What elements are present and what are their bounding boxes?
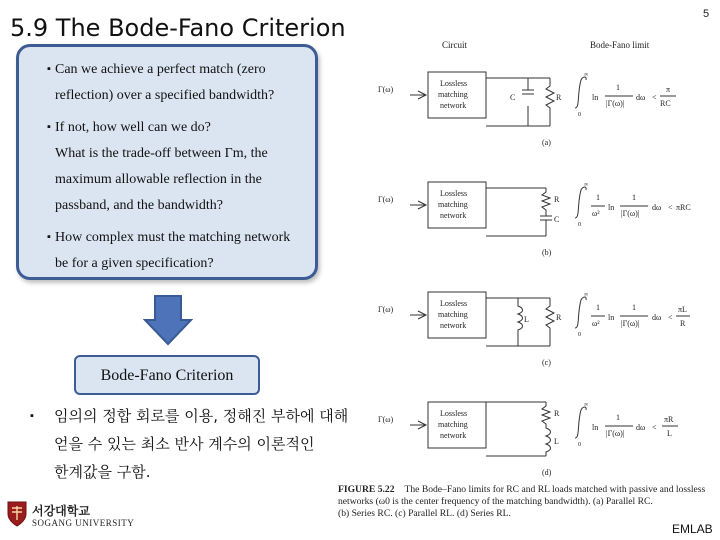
panel-a-upper: ∞ xyxy=(584,72,589,78)
svg-text:<: < xyxy=(652,93,657,102)
korean-note-line-2: 얻을 수 있는 최소 반사 계수의 이론적인 xyxy=(54,435,315,453)
bullet-icon: ▪ xyxy=(30,410,34,422)
panel-b-network-line-2: matching xyxy=(438,200,468,209)
panel-a-den: |Γ(ω)| xyxy=(606,99,625,108)
caption-line-3: (b) Series RC. (c) Parallel RL. (d) Series RL. xyxy=(338,508,511,519)
panel-d-label: (d) xyxy=(542,468,552,477)
panel-b-ln: ln xyxy=(608,203,615,212)
questions-box xyxy=(16,44,318,280)
question-1-line-2: reflection) over a specified bandwidth? xyxy=(55,88,275,103)
panel-a-r: R xyxy=(556,93,562,102)
lab-footer: EMLAB xyxy=(672,522,713,536)
panel-b xyxy=(378,182,691,257)
panel-a-dw: dω xyxy=(636,93,646,102)
panel-c-one: 1 xyxy=(596,303,600,312)
panel-b-lower: 0 xyxy=(578,222,581,228)
figure-caption xyxy=(338,484,714,520)
panel-d-one: 1 xyxy=(616,413,620,422)
panel-b-den: |Γ(ω)| xyxy=(621,209,640,218)
panel-d-ln: ln xyxy=(592,423,599,432)
panel-b-one: 1 xyxy=(596,193,600,202)
panel-a-ln: ln xyxy=(592,93,599,102)
panel-c-network-line-1: Lossless xyxy=(440,299,468,308)
question-2-line-2: What is the trade-off between Γm, the xyxy=(55,146,268,161)
panel-d-l: L xyxy=(554,437,559,446)
panel-c-dw: dω xyxy=(652,313,662,322)
korean-note-line-3: 한계값을 구함. xyxy=(54,463,151,481)
question-1-line-1: Can we achieve a perfect match (zero xyxy=(55,62,266,77)
question-2-line-4: passband, and the bandwidth? xyxy=(55,198,223,213)
university-name-english: SOGANG UNIVERSITY xyxy=(32,518,135,528)
panel-c-one-b: 1 xyxy=(632,303,636,312)
slide-title: 5.9 The Bode-Fano Criterion xyxy=(10,14,346,42)
panel-b-r: R xyxy=(554,195,560,204)
panel-d-dw: dω xyxy=(636,423,646,432)
panel-c-w2: ω² xyxy=(592,319,600,328)
panel-b-w2: ω² xyxy=(592,209,600,218)
panel-c-ln: ln xyxy=(608,313,615,322)
panel-c-r: R xyxy=(556,313,562,322)
university-emblem-icon xyxy=(6,500,28,528)
university-name-korean: 서강대학교 xyxy=(32,504,90,518)
panel-d-network-line-2: matching xyxy=(438,420,468,429)
korean-note-line-1: 임의의 정합 회로를 이용, 정해진 부하에 대해 xyxy=(54,407,349,425)
bullet-icon: ▪ xyxy=(47,63,51,75)
panel-a-lower: 0 xyxy=(578,112,581,118)
panel-b-dw: dω xyxy=(652,203,662,212)
svg-text:<: < xyxy=(652,423,657,432)
caption-head: FIGURE 5.22 xyxy=(338,484,395,495)
panel-a-gamma: Γ(ω) xyxy=(378,85,394,94)
panel-c-rhs: πL xyxy=(678,305,687,314)
caption-line-1: The Bode–Fano limits for RC and RL loads matched with passive and lossless xyxy=(404,484,706,495)
panel-c-rhs-den: R xyxy=(680,319,686,328)
panel-d-r: R xyxy=(554,409,560,418)
panel-d-den: |Γ(ω)| xyxy=(606,429,625,438)
panel-a-c: C xyxy=(510,93,516,102)
page-number: 5 xyxy=(703,8,710,20)
caption-line-2: networks (ω0 is the center frequency of the matching bandwidth). (a) Parallel RC. xyxy=(338,496,653,507)
panel-d-lower: 0 xyxy=(578,442,581,448)
panel-a-label: (a) xyxy=(542,138,551,147)
panel-c-l: L xyxy=(524,315,529,324)
panel-a-rhs: π xyxy=(666,85,671,94)
bode-fano-figure xyxy=(370,50,710,480)
panel-d-rhs-den: L xyxy=(667,429,672,438)
panel-c-gamma: Γ(ω) xyxy=(378,305,394,314)
panel-a xyxy=(378,72,676,147)
criterion-box: Bode-Fano Criterion xyxy=(74,355,260,395)
panel-c-lower: 0 xyxy=(578,332,581,338)
question-2-line-1: If not, how well can we do? xyxy=(55,120,211,135)
panel-d-network-line-1: Lossless xyxy=(440,409,468,418)
panel-c-upper: ∞ xyxy=(584,292,589,298)
panel-b-c: C xyxy=(554,215,560,224)
bullet-icon: ▪ xyxy=(47,231,51,243)
panel-d-network-line-3: network xyxy=(440,431,467,440)
panel-a-rhs-den: RC xyxy=(660,99,671,108)
panel-d-rhs: πR xyxy=(664,415,674,424)
bullet-icon: ▪ xyxy=(47,121,51,133)
panel-b-gamma: Γ(ω) xyxy=(378,195,394,204)
panel-b-label: (b) xyxy=(542,248,552,257)
panel-c-network-line-3: network xyxy=(440,321,467,330)
panel-a-network-line-2: matching xyxy=(438,90,468,99)
panel-c-den: |Γ(ω)| xyxy=(621,319,640,328)
panel-b-rhs: πRC xyxy=(676,203,691,212)
svg-text:<: < xyxy=(668,203,673,212)
question-3-line-1: How complex must the matching network xyxy=(55,230,291,245)
panel-c xyxy=(378,292,690,367)
panel-c-network-line-2: matching xyxy=(438,310,468,319)
figure-heading-limit: Bode-Fano limit xyxy=(590,40,650,50)
panel-a-network-line-3: network xyxy=(440,101,467,110)
panel-c-label: (c) xyxy=(542,358,551,367)
panel-b-one-b: 1 xyxy=(632,193,636,202)
question-2-line-3: maximum allowable reflection in the xyxy=(55,172,262,187)
svg-text:<: < xyxy=(668,313,673,322)
panel-b-network-line-3: network xyxy=(440,211,467,220)
question-3-line-2: be for a given specification? xyxy=(55,256,214,271)
panel-b-network-line-1: Lossless xyxy=(440,189,468,198)
figure-heading-circuit: Circuit xyxy=(442,40,467,50)
panel-d xyxy=(378,402,678,477)
panel-a-network-line-1: Lossless xyxy=(440,79,468,88)
panel-a-one: 1 xyxy=(616,83,620,92)
panel-d-upper: ∞ xyxy=(584,402,589,408)
down-arrow-icon xyxy=(143,294,193,346)
panel-d-gamma: Γ(ω) xyxy=(378,415,394,424)
panel-b-upper: ∞ xyxy=(584,182,589,188)
